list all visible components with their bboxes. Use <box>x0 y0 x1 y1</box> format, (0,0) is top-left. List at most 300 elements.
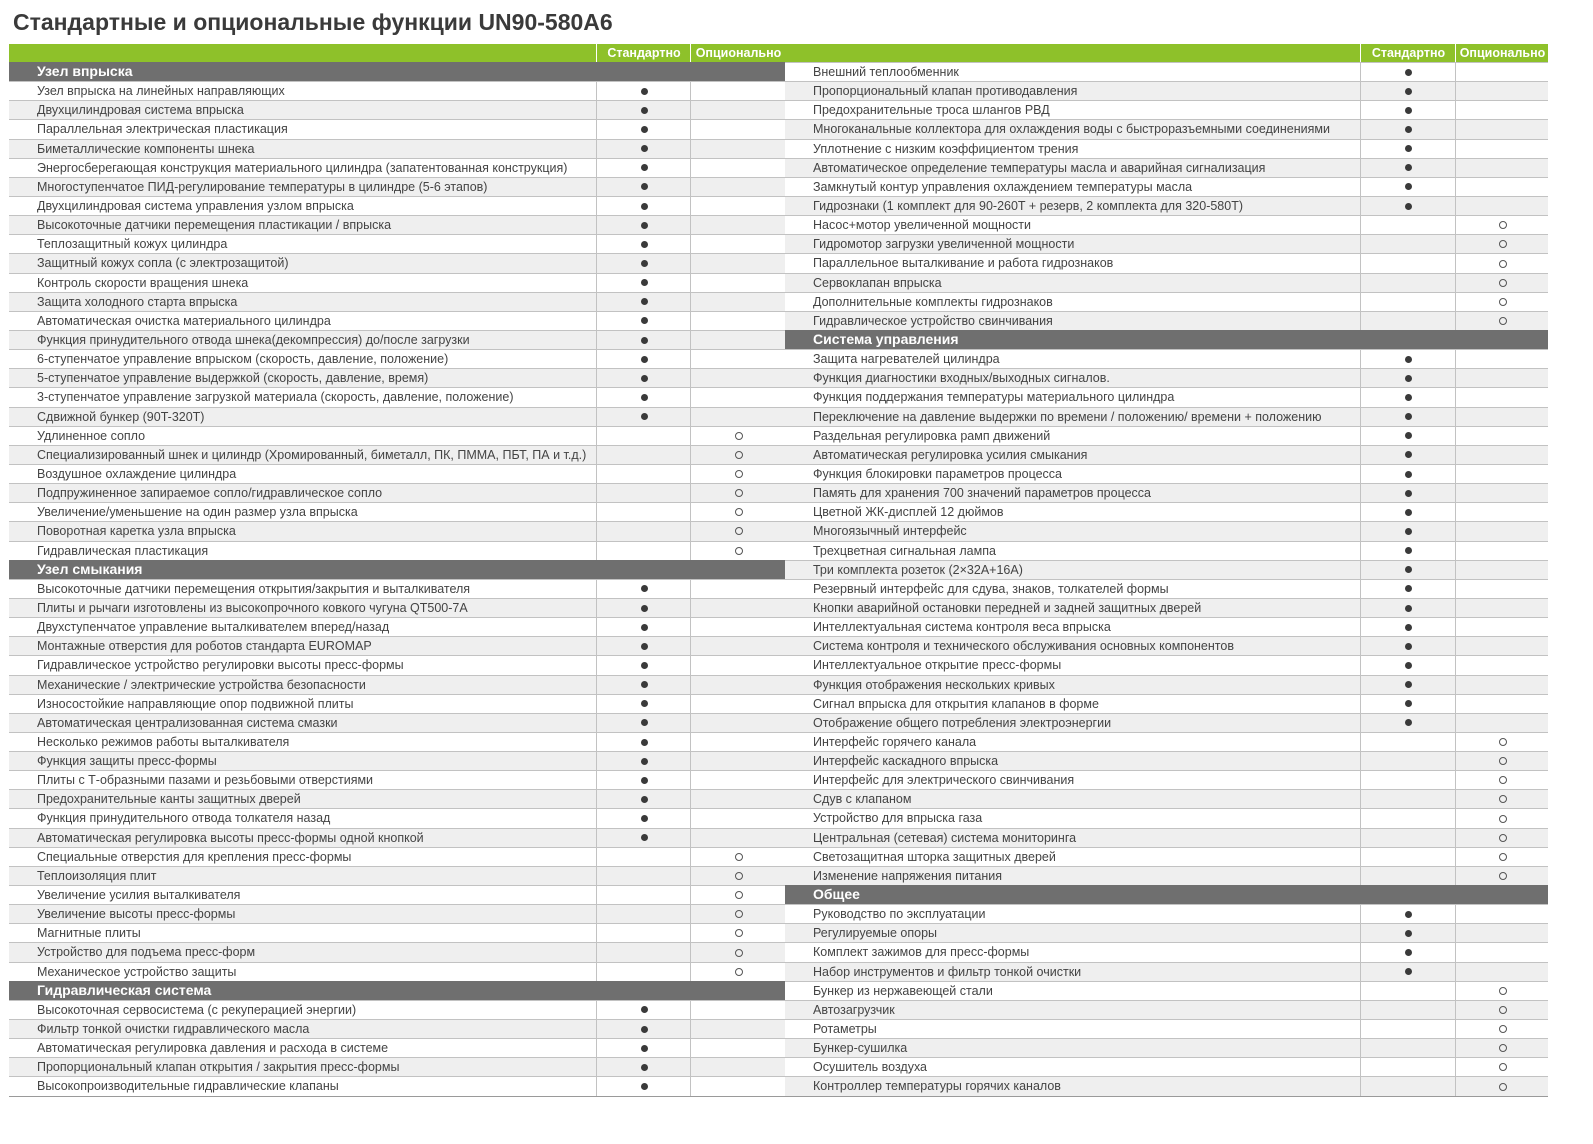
feature-label: Цветной ЖК-дисплей 12 дюймов <box>813 505 1004 520</box>
standard-cell <box>596 1077 691 1095</box>
standard-dot-icon <box>1405 605 1412 612</box>
standard-cell <box>1360 924 1456 942</box>
optional-cell <box>1455 580 1549 598</box>
optional-circle-icon <box>1499 795 1507 803</box>
table-row <box>9 636 785 655</box>
optional-cell <box>690 905 786 923</box>
optional-cell <box>1455 274 1549 292</box>
standard-cell <box>1360 809 1456 827</box>
optional-cell <box>1455 216 1549 234</box>
feature-label: Автоматическая регулировка высоты пресс-формы одной кнопкой <box>37 830 424 845</box>
table-row <box>9 1019 785 1038</box>
standard-cell <box>1360 790 1456 808</box>
optional-cell <box>1455 350 1549 368</box>
optional-cell <box>1455 1020 1549 1038</box>
optional-circle-icon <box>1499 834 1507 842</box>
standard-cell <box>596 140 691 158</box>
optional-cell <box>690 924 786 942</box>
optional-cell <box>1455 159 1549 177</box>
optional-cell <box>1455 867 1549 885</box>
table-row <box>785 962 1548 981</box>
table-row <box>9 330 785 349</box>
table-row <box>785 1038 1548 1057</box>
table-row <box>785 234 1548 253</box>
standard-dot-icon <box>1405 164 1412 171</box>
optional-cell <box>1455 809 1549 827</box>
table-row <box>9 1057 785 1076</box>
feature-label: Устройство для подъема пресс-форм <box>37 945 256 960</box>
optional-cell <box>1455 197 1549 215</box>
table-row <box>785 598 1548 617</box>
feature-label: Раздельная регулировка рамп движений <box>813 428 1051 443</box>
standard-cell <box>596 1058 691 1076</box>
standard-dot-icon <box>1405 566 1412 573</box>
standard-cell <box>596 120 691 138</box>
standard-cell <box>1360 982 1456 1000</box>
standard-cell <box>1360 120 1456 138</box>
standard-cell <box>1360 312 1456 330</box>
optional-cell <box>690 867 786 885</box>
table-row <box>785 1076 1548 1095</box>
standard-dot-icon <box>1405 911 1412 918</box>
optional-cell <box>690 542 786 560</box>
optional-cell <box>690 714 786 732</box>
standard-cell <box>1360 637 1456 655</box>
standard-dot-icon <box>1405 509 1412 516</box>
feature-label: Сигнал впрыска для открытия клапанов в форме <box>813 696 1099 711</box>
table-row <box>9 770 785 789</box>
optional-circle-icon <box>1499 776 1507 784</box>
standard-cell <box>1360 216 1456 234</box>
table-row <box>785 253 1548 272</box>
feature-label: Защита холодного старта впрыска <box>37 294 238 309</box>
optional-cell <box>690 388 786 406</box>
standard-cell <box>596 465 691 483</box>
table-row <box>9 387 785 406</box>
standard-dot-icon <box>641 815 648 822</box>
standard-dot-icon <box>641 1026 648 1033</box>
table-row <box>9 119 785 138</box>
optional-circle-icon <box>735 432 743 440</box>
table-row <box>785 464 1548 483</box>
table-row <box>9 407 785 426</box>
optional-cell <box>1455 293 1549 311</box>
standard-cell <box>1360 1077 1456 1095</box>
optional-cell <box>690 1058 786 1076</box>
standard-cell <box>1360 695 1456 713</box>
standard-cell <box>1360 408 1456 426</box>
optional-cell <box>1455 714 1549 732</box>
section-title: Узел смыкания <box>37 560 143 577</box>
feature-label: Уплотнение с низким коэффициентом трения <box>813 141 1079 156</box>
table-row <box>9 1000 785 1019</box>
optional-cell <box>690 369 786 387</box>
feature-label: Высокопроизводительные гидравлические клапаны <box>37 1079 339 1094</box>
standard-dot-icon <box>1405 375 1412 382</box>
optional-cell <box>1455 752 1549 770</box>
feature-label: Высокоточные датчики перемещения пластикации / впрыска <box>37 218 392 233</box>
table-row <box>785 808 1548 827</box>
table-row <box>9 368 785 387</box>
standard-cell <box>1360 484 1456 502</box>
optional-circle-icon <box>1499 1044 1507 1052</box>
standard-cell <box>1360 388 1456 406</box>
section-header <box>785 330 1548 349</box>
table-row <box>9 445 785 464</box>
table-row <box>9 923 785 942</box>
table-row <box>785 675 1548 694</box>
feature-label: Бункер-сушилка <box>813 1041 908 1056</box>
standard-cell <box>1360 235 1456 253</box>
optional-cell <box>1455 446 1549 464</box>
feature-label: Параллельное выталкивание и работа гидрознаков <box>813 256 1114 271</box>
table-header <box>9 44 785 62</box>
standard-cell <box>596 809 691 827</box>
optional-circle-icon <box>1499 853 1507 861</box>
feature-label: Сдвижной бункер (90T-320T) <box>37 409 205 424</box>
optional-cell <box>1455 120 1549 138</box>
left-feature-table <box>9 44 785 1097</box>
optional-cell <box>1455 695 1549 713</box>
feature-label: Специализированный шнек и цилиндр (Хромированный, биметалл, ПК, ПММА, ПБТ, ПА и т.д.) <box>37 447 587 462</box>
standard-dot-icon <box>641 298 648 305</box>
optional-cell <box>1455 905 1549 923</box>
optional-circle-icon <box>735 853 743 861</box>
table-row <box>785 100 1548 119</box>
feature-label: Функция принудительного отвода толкателя назад <box>37 811 331 826</box>
optional-circle-icon <box>735 451 743 459</box>
table-body <box>9 62 785 1096</box>
feature-label: Предохранительные канты защитных дверей <box>37 792 301 807</box>
feature-label: Функция принудительного отвода шнека(декомпрессия) до/после загрузки <box>37 332 470 347</box>
optional-cell <box>1455 178 1549 196</box>
standard-cell <box>1360 1039 1456 1057</box>
standard-cell <box>596 82 691 100</box>
table-row <box>9 694 785 713</box>
feature-label: Функция диагностики входных/выходных сигналов. <box>813 371 1110 386</box>
standard-cell <box>1360 178 1456 196</box>
optional-circle-icon <box>735 929 743 937</box>
feature-label: Система контроля и технического обслуживания основных компонентов <box>813 639 1234 654</box>
standard-dot-icon <box>641 164 648 171</box>
table-row <box>785 1057 1548 1076</box>
optional-cell <box>690 733 786 751</box>
standard-dot-icon <box>641 222 648 229</box>
table-row <box>9 617 785 636</box>
standard-cell <box>596 235 691 253</box>
optional-cell <box>690 159 786 177</box>
standard-dot-icon <box>641 203 648 210</box>
feature-label: 6-ступенчатое управление впрыском (скорость, давление, положение) <box>37 352 449 367</box>
standard-dot-icon <box>641 375 648 382</box>
standard-cell <box>596 331 691 349</box>
header-optional: Опционально <box>690 44 786 62</box>
standard-cell <box>1360 63 1456 81</box>
section-header <box>785 885 1548 904</box>
table-row <box>9 885 785 904</box>
standard-cell <box>596 848 691 866</box>
table-row <box>9 177 785 196</box>
standard-dot-icon <box>641 834 648 841</box>
feature-label: Интерфейс горячего канала <box>813 734 977 749</box>
standard-dot-icon <box>641 624 648 631</box>
feature-label: Гидрознаки (1 комплект для 90-260T + резерв, 2 комплекта для 320-580T) <box>813 198 1244 213</box>
standard-dot-icon <box>641 394 648 401</box>
standard-dot-icon <box>641 241 648 248</box>
optional-cell <box>1455 943 1549 961</box>
table-row <box>785 923 1548 942</box>
standard-dot-icon <box>641 700 648 707</box>
standard-cell <box>596 867 691 885</box>
feature-label: Интерфейс для электрического свинчивания <box>813 773 1075 788</box>
optional-circle-icon <box>735 910 743 918</box>
optional-cell <box>1455 542 1549 560</box>
optional-cell <box>1455 388 1549 406</box>
section-title: Общее <box>813 886 860 903</box>
feature-label: Двухступенчатое управление выталкивателем вперед/назад <box>37 620 390 635</box>
standard-cell <box>1360 503 1456 521</box>
optional-cell <box>1455 848 1549 866</box>
optional-cell <box>690 637 786 655</box>
optional-circle-icon <box>1499 815 1507 823</box>
table-row <box>9 808 785 827</box>
standard-cell <box>1360 561 1456 579</box>
standard-cell <box>596 618 691 636</box>
table-row <box>785 349 1548 368</box>
feature-label: Увеличение высоты пресс-формы <box>37 907 236 922</box>
optional-cell <box>690 790 786 808</box>
feature-label: Узел впрыска на линейных направляющих <box>37 84 285 99</box>
optional-cell <box>1455 924 1549 942</box>
feature-label: Устройство для впрыска газа <box>813 811 983 826</box>
standard-cell <box>596 771 691 789</box>
standard-dot-icon <box>641 413 648 420</box>
feature-label: Монтажные отверстия для роботов стандарта EUROMAP <box>37 639 372 654</box>
standard-dot-icon <box>641 107 648 114</box>
optional-cell <box>690 676 786 694</box>
optional-circle-icon <box>1499 1025 1507 1033</box>
standard-cell <box>1360 465 1456 483</box>
feature-label: Магнитные плиты <box>37 926 141 941</box>
standard-cell <box>1360 427 1456 445</box>
feature-label: 3-ступенчатое управление загрузкой материала (скорость, давление, положение) <box>37 390 514 405</box>
standard-dot-icon <box>1405 490 1412 497</box>
standard-dot-icon <box>1405 681 1412 688</box>
feature-label: Поворотная каретка узла впрыска <box>37 524 236 539</box>
standard-cell <box>596 714 691 732</box>
standard-cell <box>1360 905 1456 923</box>
standard-dot-icon <box>1405 394 1412 401</box>
standard-dot-icon <box>1405 356 1412 363</box>
standard-dot-icon <box>1405 69 1412 76</box>
table-row <box>785 655 1548 674</box>
feature-label: Многоступенчатое ПИД-регулирование температуры в цилиндре (5-6 этапов) <box>37 179 488 194</box>
standard-cell <box>596 733 691 751</box>
standard-cell <box>596 656 691 674</box>
standard-cell <box>596 790 691 808</box>
table-row <box>9 215 785 234</box>
optional-circle-icon <box>1499 987 1507 995</box>
optional-cell <box>690 427 786 445</box>
standard-dot-icon <box>641 681 648 688</box>
feature-label: Замкнутый контур управления охлаждением температуры масла <box>813 179 1193 194</box>
feature-label: Автозагрузчик <box>813 1002 895 1017</box>
optional-circle-icon <box>735 547 743 555</box>
table-row <box>785 560 1548 579</box>
optional-cell <box>690 82 786 100</box>
optional-cell <box>690 408 786 426</box>
table-row <box>9 962 785 981</box>
optional-cell <box>1455 235 1549 253</box>
feature-label: Три комплекта розеток (2×32A+16A) <box>813 562 1023 577</box>
feature-label: Двухцилиндровая система впрыска <box>37 103 244 118</box>
optional-cell <box>1455 63 1549 81</box>
feature-label: Контроль скорости вращения шнека <box>37 275 249 290</box>
feature-label: Удлиненное сопло <box>37 428 146 443</box>
optional-cell <box>690 216 786 234</box>
feature-label: Насос+мотор увеличенной мощности <box>813 218 1031 233</box>
table-row <box>9 292 785 311</box>
feature-label: Пропорциональный клапан открытия / закрытия пресс-формы <box>37 1060 400 1075</box>
standard-dot-icon <box>641 777 648 784</box>
table-row <box>9 579 785 598</box>
standard-cell <box>596 1039 691 1057</box>
standard-cell <box>1360 771 1456 789</box>
right-feature-table <box>785 44 1548 1097</box>
optional-cell <box>690 580 786 598</box>
page-title: Стандартные и опциональные функции UN90-580A6 <box>13 9 613 35</box>
standard-cell <box>1360 293 1456 311</box>
standard-cell <box>596 178 691 196</box>
optional-cell <box>1455 790 1549 808</box>
standard-cell <box>1360 197 1456 215</box>
optional-cell <box>690 274 786 292</box>
table-row <box>785 119 1548 138</box>
standard-dot-icon <box>1405 126 1412 133</box>
standard-dot-icon <box>641 719 648 726</box>
table-row <box>785 502 1548 521</box>
standard-cell <box>596 542 691 560</box>
header-standard: Стандартно <box>596 44 691 62</box>
section-header <box>9 560 785 579</box>
table-row <box>785 521 1548 540</box>
standard-cell <box>596 676 691 694</box>
table-row <box>9 541 785 560</box>
header-standard: Стандартно <box>1360 44 1456 62</box>
feature-label: Центральная (сетевая) система мониторинга <box>813 830 1077 845</box>
standard-cell <box>596 293 691 311</box>
optional-cell <box>1455 618 1549 636</box>
feature-label: Плиты и рычаги изготовлены из высокопрочного ковкого чугуна QT500-7A <box>37 600 468 615</box>
table-row <box>785 694 1548 713</box>
standard-dot-icon <box>641 1083 648 1090</box>
optional-cell <box>1455 82 1549 100</box>
table-row <box>9 675 785 694</box>
optional-cell <box>1455 254 1549 272</box>
table-row <box>9 1076 785 1095</box>
standard-cell <box>596 580 691 598</box>
standard-dot-icon <box>1405 624 1412 631</box>
table-row <box>785 196 1548 215</box>
feature-label: Сервоклапан впрыска <box>813 275 942 290</box>
table-row <box>9 158 785 177</box>
optional-cell <box>1455 503 1549 521</box>
table-row <box>785 866 1548 885</box>
optional-cell <box>690 446 786 464</box>
optional-cell <box>1455 599 1549 617</box>
feature-label: Осушитель воздуха <box>813 1060 928 1075</box>
optional-cell <box>1455 312 1549 330</box>
standard-cell <box>1360 542 1456 560</box>
feature-label: 5-ступенчатое управление выдержкой (скорость, давление, время) <box>37 371 429 386</box>
standard-dot-icon <box>641 585 648 592</box>
feature-label: Трехцветная сигнальная лампа <box>813 543 996 558</box>
optional-cell <box>1455 1077 1549 1095</box>
table-row <box>785 732 1548 751</box>
optional-cell <box>690 829 786 847</box>
feature-label: Интерфейс каскадного впрыска <box>813 754 999 769</box>
table-row <box>9 426 785 445</box>
optional-circle-icon <box>1499 872 1507 880</box>
standard-cell <box>1360 350 1456 368</box>
feature-label: Теплоизоляция плит <box>37 868 157 883</box>
table-row <box>785 789 1548 808</box>
feature-label: Контроллер температуры горячих каналов <box>813 1079 1061 1094</box>
optional-cell <box>690 101 786 119</box>
optional-circle-icon <box>735 508 743 516</box>
standard-dot-icon <box>1405 585 1412 592</box>
standard-dot-icon <box>641 126 648 133</box>
section-title: Гидравлическая система <box>37 981 212 998</box>
optional-circle-icon <box>1499 1006 1507 1014</box>
standard-dot-icon <box>641 279 648 286</box>
optional-cell <box>690 1001 786 1019</box>
standard-cell <box>1360 101 1456 119</box>
standard-dot-icon <box>1405 968 1412 975</box>
standard-dot-icon <box>1405 949 1412 956</box>
feature-label: Плиты с Т-образными пазами и резьбовыми отверстиями <box>37 773 374 788</box>
standard-cell <box>1360 1058 1456 1076</box>
optional-cell <box>690 771 786 789</box>
standard-dot-icon <box>641 88 648 95</box>
standard-cell <box>596 886 691 904</box>
section-header <box>9 981 785 1000</box>
table-row <box>9 253 785 272</box>
standard-dot-icon <box>1405 471 1412 478</box>
table-body <box>785 62 1548 1096</box>
standard-cell <box>1360 82 1456 100</box>
standard-cell <box>1360 274 1456 292</box>
standard-dot-icon <box>641 796 648 803</box>
table-row <box>785 368 1548 387</box>
optional-cell <box>1455 140 1549 158</box>
feature-label: Параллельная электрическая пластикация <box>37 122 288 137</box>
optional-cell <box>1455 1039 1549 1057</box>
optional-cell <box>690 1020 786 1038</box>
table-row <box>785 426 1548 445</box>
optional-circle-icon <box>1499 240 1507 248</box>
feature-label: Многоязычный интерфейс <box>813 524 967 539</box>
table-row <box>9 866 785 885</box>
feature-label: Кнопки аварийной остановки передней и задней защитных дверей <box>813 600 1202 615</box>
feature-label: Износостойкие направляющие опор подвижной плиты <box>37 696 354 711</box>
optional-cell <box>690 618 786 636</box>
optional-circle-icon <box>735 489 743 497</box>
feature-label: Предохранительные троса шлангов РВД <box>813 103 1050 118</box>
optional-cell <box>1455 408 1549 426</box>
table-row <box>9 349 785 368</box>
standard-cell <box>1360 1001 1456 1019</box>
